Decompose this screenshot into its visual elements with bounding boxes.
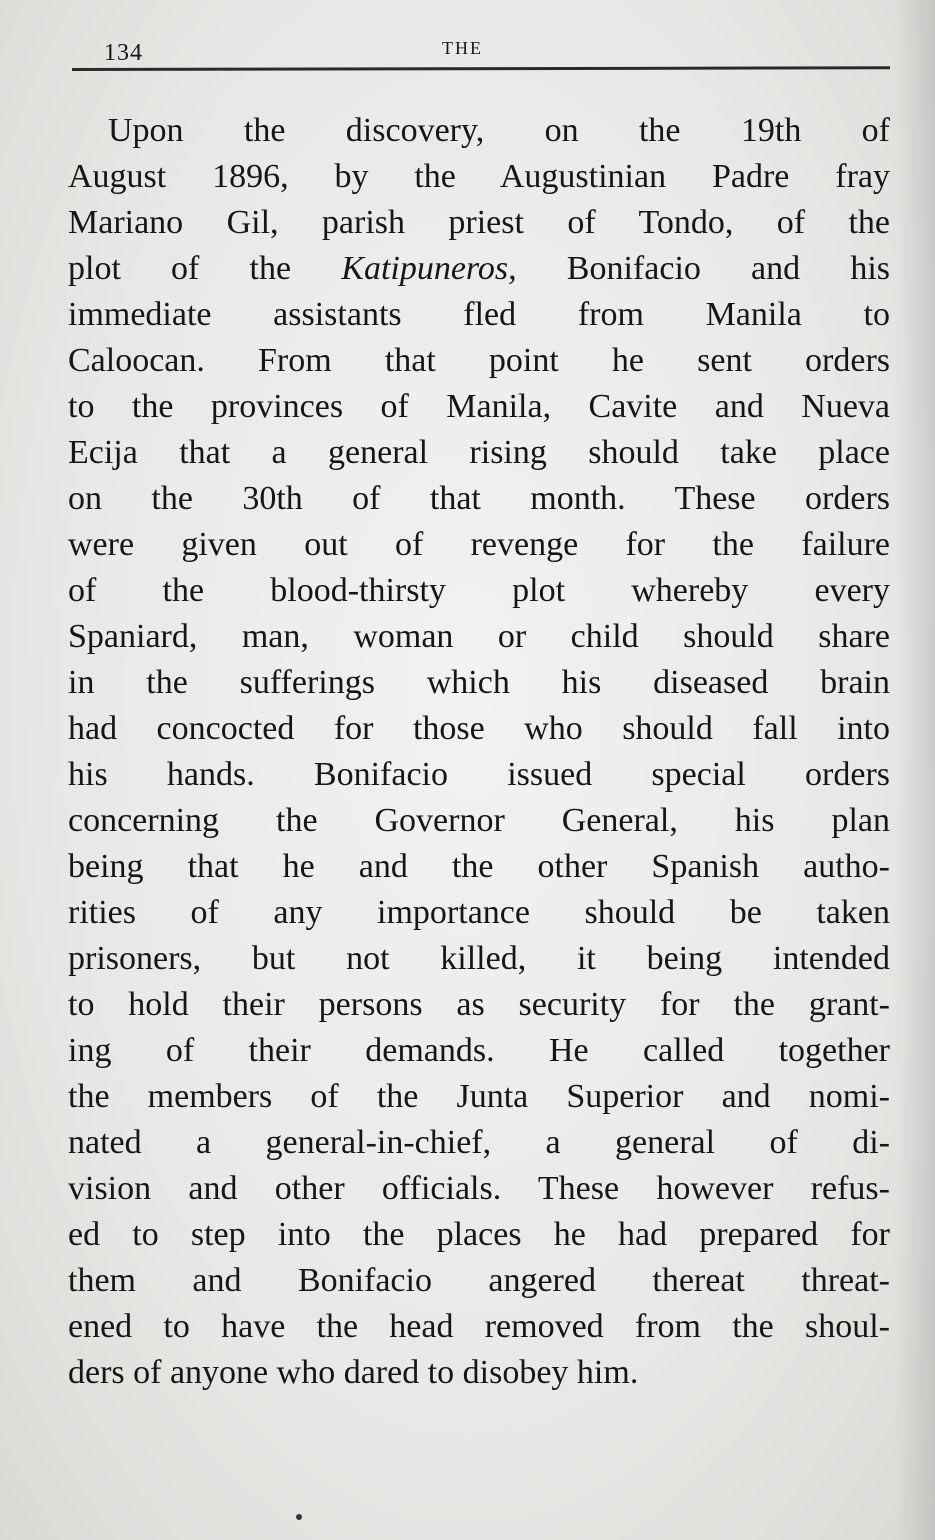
text-segment: Bonifacio and his (516, 250, 890, 287)
text-line: had concocted for those who should fall into (68, 710, 890, 747)
text-line: Upon the discovery, on the 19th of (108, 112, 890, 149)
text-line: his hands. Bonifacio issued special orders (68, 756, 890, 793)
text-line: vision and other officials. These however refus- (68, 1170, 890, 1207)
text-line: Mariano Gil, parish priest of Tondo, of the (68, 204, 890, 241)
text-line: in the sufferings which his diseased brain (68, 664, 890, 701)
text-line: them and Bonifacio angered thereat threat- (68, 1262, 890, 1299)
text-line: ed to step into the places he had prepared for (68, 1216, 890, 1253)
text-line: August 1896, by the Augustinian Padre fray (68, 158, 890, 195)
text-line: were given out of revenge for the failure (68, 526, 890, 563)
text-line: on the 30th of that month. These orders (68, 480, 890, 517)
text-line: of the blood-thirsty plot whereby every (68, 572, 890, 609)
text-line: concerning the Governor General, his plan (68, 802, 890, 839)
italic-term: Katipuneros, (341, 250, 517, 287)
running-title: THE (442, 38, 483, 58)
text-line: immediate assistants fled from Manila to (68, 296, 890, 333)
text-line: prisoners, but not killed, it being intended (68, 940, 890, 977)
page-number: 134 (104, 40, 143, 66)
text-line: rities of any importance should be taken (68, 894, 890, 931)
header-rule (72, 66, 890, 71)
text-line: ders of anyone who dared to disobey him. (68, 1354, 639, 1391)
page-edge-shadow (895, 0, 935, 1540)
text-line (68, 246, 890, 292)
text-line: the members of the Junta Superior and nomi- (68, 1078, 890, 1115)
text-line: ened to have the head removed from the shoul- (68, 1308, 890, 1345)
text-line: Spaniard, man, woman or child should share (68, 618, 890, 655)
text-segment: plot of the (68, 250, 342, 287)
ink-speck (296, 1514, 302, 1520)
text-line: nated a general-in-chief, a general of di- (68, 1124, 890, 1161)
running-head (72, 30, 890, 76)
text-line: to the provinces of Manila, Cavite and Nueva (68, 388, 890, 425)
text-line: Ecija that a general rising should take place (68, 434, 890, 471)
text-line: Caloocan. From that point he sent orders (68, 342, 890, 379)
body-paragraph (68, 108, 890, 1396)
text-line: being that he and the other Spanish autho- (68, 848, 890, 885)
text-line: ing of their demands. He called together (68, 1032, 890, 1069)
text-line: to hold their persons as security for the grant- (68, 986, 890, 1023)
